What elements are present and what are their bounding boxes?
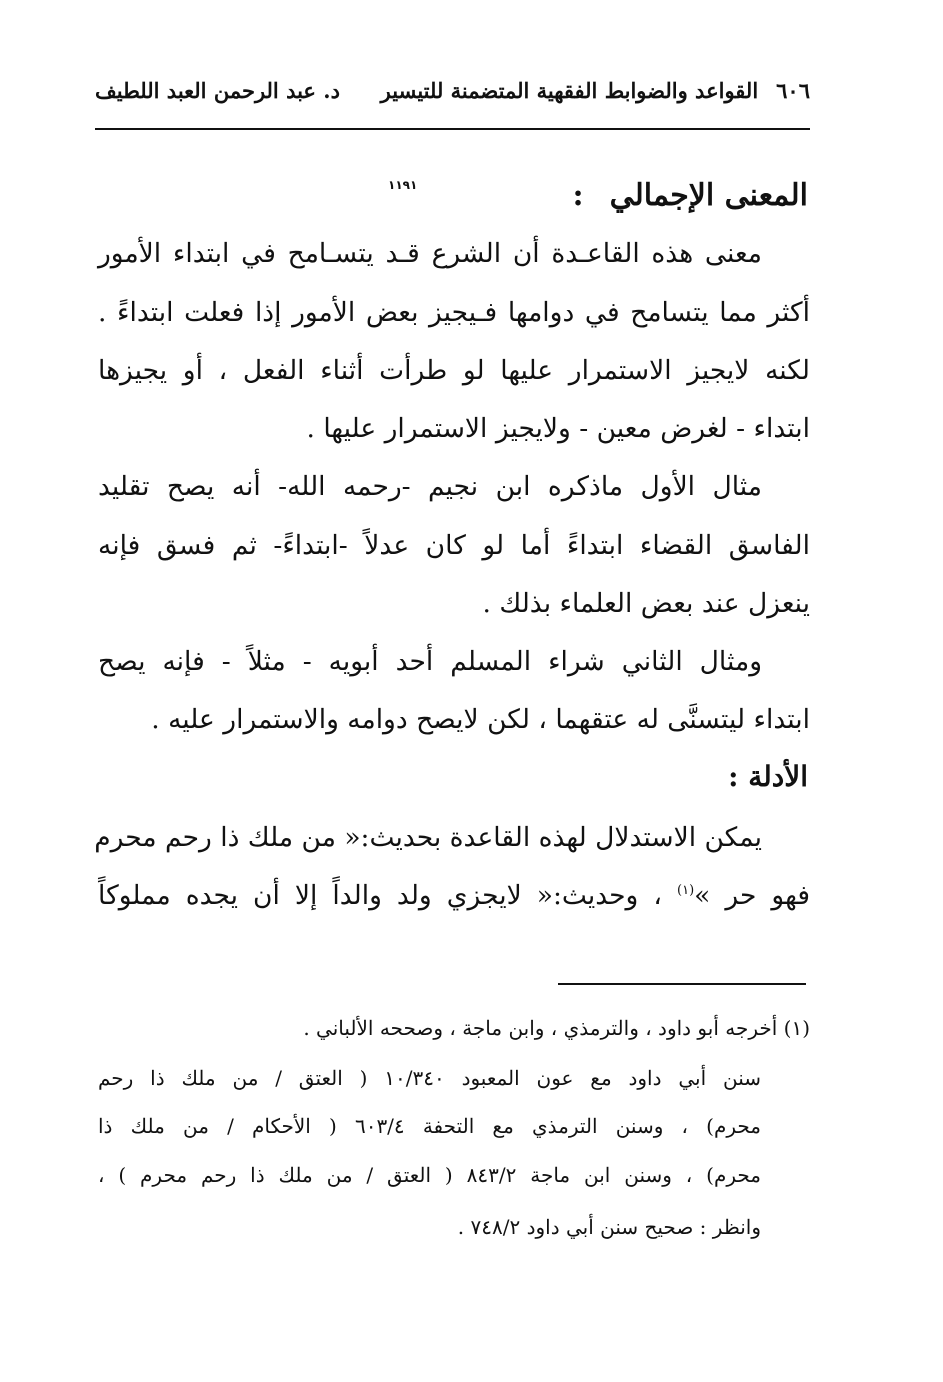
footnote-ref-1: (١) [677,883,695,899]
paragraph-4-line-1: يمكن الاستدلال لهذه القاعدة بحديث:« من ملك ذا رحم محرم [94,822,762,853]
paragraph-1-line-1: معنى هذه القاعـدة أن الشرع قـد يتسـامح في ابتداء الأمور [98,238,762,269]
paragraph-3-line-1: ومثال الثاني شراء المسلم أحد أبويه - مثلاً - فإنه يصح [98,646,762,677]
hadith-2-start: ، وحديث:« لايجزي ولد والداً إلا أن يجده مملوكاً [98,880,662,911]
evidence-heading: الأدلة : [728,760,808,793]
footnote-rule [558,983,806,985]
hadith-1-end: فهو حر » [694,880,810,911]
paragraph-2-line-1: مثال الأول ماذكره ابن نجيم -رحمه الله- أنه يصح تقليد [98,471,762,502]
paragraph-4-line-2 [98,880,810,911]
paragraph-1-line-2: أكثر مما يتسامح في دوامها فـيجيز بعض الأمور إذا فعلت ابتداءً . [98,297,810,328]
header-rule [95,128,810,130]
book-title: القواعد والضوابط الفقهية المتضمنة للتيسير [380,78,759,103]
footnote-line-3: محرم) ، وسنن الترمذي مع التحفة ٦٠٣/٤ ( الأحكام / من ملك ذا [98,1114,761,1138]
footnote-line-1: (١) أخرجه أبو داود ، والترمذي ، وابن ماجة ، وصححه الألباني . [303,1016,810,1040]
paragraph-1-line-3: لكنه لايجيز الاستمرار عليها لو طرأت أثناء الفعل ، أو يجيزها [98,355,810,386]
section-title-text: المعنى الإجمالي [609,178,808,213]
section-title [573,178,809,213]
paragraph-2-line-2: الفاسق القضاء ابتداءً أما لو كان عدلاً -ابتداءً- ثم فسق فإنه [98,530,810,561]
running-header [95,78,810,103]
header-right-group [381,78,810,103]
paragraph-3-line-2: ابتداء ليتسنَّى له عتقهما ، لكن لايصح دوامه والاستمرار عليه . [151,704,810,735]
margin-mark: ١١٩١ [388,178,418,192]
footnote-line-4: محرم) ، وسنن ابن ماجة ٨٤٣/٢ ( العتق / من ملك ذا رحم محرم ) ، [98,1163,761,1187]
paragraph-1-line-4: ابتداء - لغرض معين - ولايجيز الاستمرار عليها . [306,413,810,444]
paragraph-2-line-3: ينعزل عند بعض العلماء بذلك . [482,588,810,619]
page-number: ٦٠٦ [776,78,810,103]
author-name: د. عبد الرحمن العبد اللطيف [95,78,340,103]
footnote-line-2: سنن أبي داود مع عون المعبود ١٠/٣٤٠ ( العتق / من ملك ذا رحم [98,1066,761,1090]
footnote-line-5: وانظر : صحيح سنن أبي داود ٧٤٨/٢ . [457,1215,761,1239]
section-title-colon: : [572,178,584,213]
